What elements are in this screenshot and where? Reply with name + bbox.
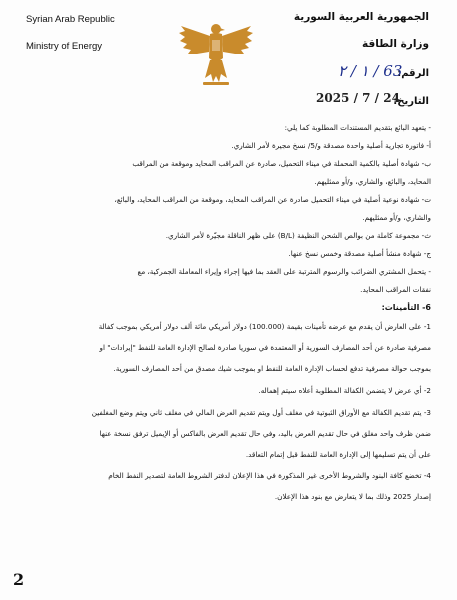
text-line: - يتعهد البائع بتقديم المستندات المطلوبة كما يلي: xyxy=(284,123,431,132)
ministry-name-ar: وزارة الطاقة xyxy=(361,38,429,50)
country-name-ar: الجمهورية العربية السورية xyxy=(293,11,429,23)
section-heading: 6- التأمينات: xyxy=(381,303,431,312)
ref-label: الرقم: xyxy=(397,68,429,79)
text-line: ج- شهادة منشأ أصلية مصدقة وخمس نسخ عنها. xyxy=(288,249,431,258)
date-label: التاريخ: xyxy=(393,96,429,107)
text-line: 2- أي عرض لا يتضمن الكفالة المطلوبة أعلاه سيتم إهماله. xyxy=(258,386,431,395)
ministry-name-en: Ministry of Energy xyxy=(26,41,103,52)
text-line: ث- مجموعة كاملة من بوالص الشحن النظيفة (B/L) على ظهر الناقلة مجيّرة لأمر الشاري. xyxy=(165,231,431,240)
text-line: مصرفية صادرة عن أحد المصارف السورية أو المعتمدة في سوريا صادرة لصالح الإدارة العامة للنفط "إيرادات" او xyxy=(99,343,431,352)
text-line: بموجب حوالة مصرفية تدفع لحساب الإدارة العامة للنفط او بموجب شيك مصدق من أحد المصارف السورية. xyxy=(113,364,431,373)
text-line: ب- شهادة أصلية بالكمية المحملة في ميناء التحميل، صادرة عن المراقب المحايد وموقعة من المراقب xyxy=(132,159,431,168)
country-name-en: Syrian Arab Republic xyxy=(26,14,115,25)
text-line: نفقات المراقب المحايد. xyxy=(360,285,431,294)
text-line: أ- فاتورة تجارية أصلية واحدة مصدقة و/5/ نسخ مجيرة لأمر الشاري. xyxy=(231,141,431,150)
text-line: والشاري، و/أو ممثليهم. xyxy=(362,213,431,222)
eagle-emblem-icon xyxy=(177,18,255,90)
text-line: إصدار 2025 وذلك بما لا يتعارض مع بنود هذا الإعلان. xyxy=(274,492,431,501)
text-line: - يتحمل المشتري الضرائب والرسوم المترتبة على العقد بما فيها إجراء وإيراء المعاملة الجمركية، مع xyxy=(137,267,431,276)
text-line: 3- يتم تقديم الكفالة مع الأوراق الثبوتية في مغلف أول ويتم تقديم العرض المالي في مغلف ثاني ويتم وضع المغلفين xyxy=(91,408,431,417)
text-line: 4- تخضع كافة البنود والشروط الأخرى غير المذكورة في هذا الإعلان لدفتر الشروط العامة لتصدير النفط الخام xyxy=(108,471,431,480)
date-value: 2025 / 7 / 24 xyxy=(316,91,400,105)
text-line: ضمن ظرف واحد مغلق في حال تقديم العرض باليد، وفي حال تقديم العرض بالفاكس أو الإيميل ترفق نسخة عنها xyxy=(99,429,431,438)
text-line: المحايد، والبائع، والشاري، و/أو ممثليهم. xyxy=(314,177,431,186)
text-line: على أن يتم تسليمها إلى الإدارة العامة للنفط قبل إتمام التعاقد. xyxy=(245,450,431,459)
text-line: 1- على العارض أن يقدم مع عرضه تأمينات بقيمة (100.000) دولار أمريكي مائة ألف دولار أمريكي بموجب كفالة xyxy=(98,322,431,331)
ref-number-handwritten: ١ / ٢ / 63 xyxy=(338,62,403,80)
page-number-mark: 2 xyxy=(13,570,25,589)
text-line: ت- شهادة نوعية أصلية في ميناء التحميل صادرة عن المراقب المحايد، وموقعة من المراقب المحايد، والبائع، xyxy=(114,195,431,204)
